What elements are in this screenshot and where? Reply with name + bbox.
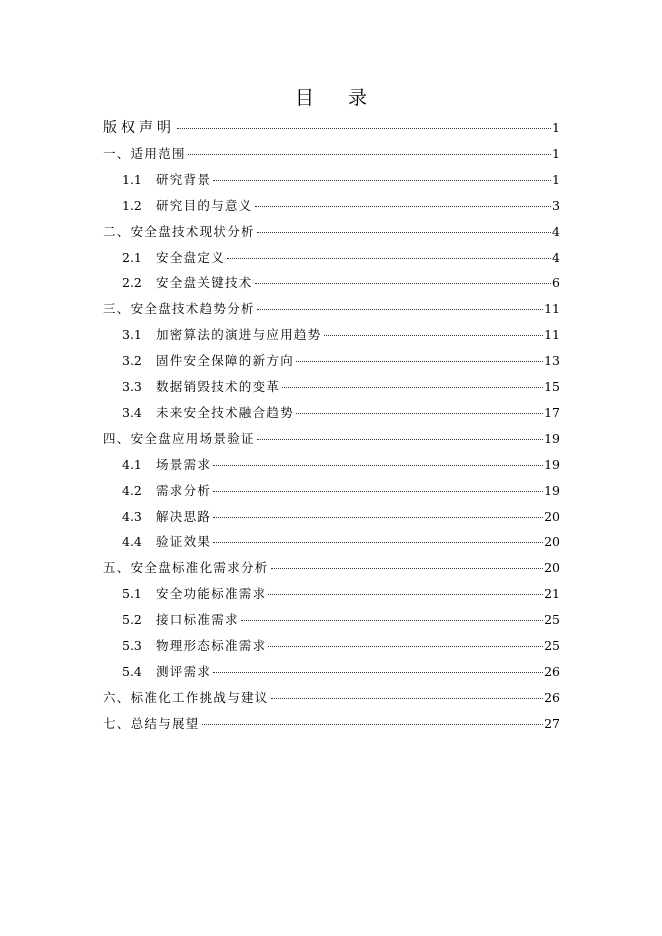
toc-entry-page-number: 20	[544, 560, 560, 576]
toc-entry-number: 2.2	[122, 275, 142, 291]
toc-entry-label: 安全盘关键技术	[156, 275, 253, 291]
toc-entry[interactable]	[103, 429, 560, 449]
toc-entry-number: 1.1	[122, 171, 142, 187]
toc-entry[interactable]	[122, 507, 560, 527]
toc-entry[interactable]	[103, 688, 560, 708]
toc-entry-number: 5.3	[122, 638, 142, 653]
toc-entry-page-number: 1	[552, 120, 560, 135]
toc-entry-label: 安全盘定义	[156, 249, 226, 265]
dot-leader	[268, 594, 543, 595]
toc-entry-page-number: 4	[552, 249, 560, 265]
toc-entry-label: 验证效果	[156, 534, 212, 550]
dot-leader	[202, 724, 543, 725]
toc-entry-page-number: 19	[544, 482, 560, 498]
toc-entry-page-number: 6	[552, 275, 560, 291]
toc-entry-page-number: 11	[544, 301, 560, 317]
toc-entry-label: 物理形态标准需求	[156, 638, 267, 653]
toc-entry-label: 研究目的与意义	[156, 197, 253, 213]
dot-leader	[271, 698, 543, 699]
toc-entry-number: 3.2	[122, 353, 142, 369]
toc-entry-number: 4.3	[122, 508, 142, 524]
dot-leader	[227, 258, 551, 259]
toc-entry-label: 固件安全保障的新方向	[156, 353, 295, 369]
toc-entry-page-number: 1	[552, 145, 560, 161]
dot-leader	[213, 180, 551, 181]
toc-entry-label: 五、安全盘标准化需求分析	[103, 560, 269, 576]
toc-entry[interactable]	[122, 351, 560, 371]
toc-entry-number: 4.4	[122, 534, 142, 550]
toc-entry-number: 3.4	[122, 404, 142, 420]
toc-entry-page-number: 20	[544, 534, 560, 550]
toc-entry[interactable]	[103, 118, 560, 138]
dot-leader	[177, 128, 551, 129]
toc-entry-page-number: 1	[552, 171, 560, 187]
toc-entry-number: 3.1	[122, 327, 142, 343]
toc-entry-number: 1.2	[122, 197, 142, 213]
dot-leader	[255, 283, 551, 284]
toc-entry-page-number: 20	[544, 508, 560, 524]
toc-entry-number: 4.1	[122, 456, 142, 472]
toc-entry-number: 3.3	[122, 379, 142, 394]
toc-entry[interactable]	[122, 662, 560, 682]
toc-entry[interactable]	[103, 558, 560, 578]
toc-entry[interactable]	[103, 714, 560, 734]
toc-entry-label: 场景需求	[156, 456, 212, 472]
toc-entry-label: 安全功能标准需求	[156, 586, 267, 602]
toc-entry-page-number: 27	[544, 715, 560, 731]
toc-entry-page-number: 3	[552, 197, 560, 213]
toc-entry[interactable]	[122, 248, 560, 268]
dot-leader	[213, 491, 543, 492]
toc-entry-page-number: 26	[544, 663, 560, 679]
toc-entry[interactable]	[122, 196, 560, 216]
toc-entry-page-number: 25	[544, 638, 560, 653]
dot-leader	[257, 309, 543, 310]
toc-entry-page-number: 11	[544, 327, 560, 343]
toc-entry-page-number: 25	[544, 612, 560, 628]
toc-entry[interactable]	[122, 481, 560, 501]
toc-entry-page-number: 17	[544, 404, 560, 420]
toc-entry-label: 解决思路	[156, 508, 212, 524]
toc-entry[interactable]	[122, 636, 560, 656]
toc-entry-number: 5.4	[122, 663, 142, 679]
dot-leader	[257, 232, 551, 233]
toc-entry-page-number: 15	[544, 379, 560, 394]
toc-entry[interactable]	[122, 325, 560, 345]
dot-leader	[296, 361, 543, 362]
dot-leader	[213, 517, 543, 518]
toc-entry-page-number: 13	[544, 353, 560, 369]
toc-entry-label: 版权声明	[103, 120, 175, 136]
toc-entry[interactable]	[103, 144, 560, 164]
toc-entry-number: 2.1	[122, 249, 142, 265]
toc-entry[interactable]	[122, 532, 560, 552]
toc-entry-label: 二、安全盘技术现状分析	[103, 223, 255, 239]
toc-entry-label: 七、总结与展望	[103, 715, 200, 731]
dot-leader	[257, 439, 543, 440]
dot-leader	[296, 413, 543, 414]
toc-entry[interactable]	[122, 170, 560, 190]
toc-entry[interactable]	[122, 273, 560, 293]
toc-entry-label: 未来安全技术融合趋势	[156, 404, 295, 420]
toc-entry-page-number: 21	[544, 586, 560, 602]
toc-entry-page-number: 19	[544, 430, 560, 446]
dot-leader	[268, 646, 543, 647]
toc-entry-number: 5.1	[122, 586, 142, 602]
toc-entry-number: 4.2	[122, 482, 142, 498]
toc-entry-label: 六、标准化工作挑战与建议	[103, 689, 269, 705]
toc-entry-number: 5.2	[122, 612, 142, 628]
toc-entry-label: 加密算法的演进与应用趋势	[156, 327, 322, 343]
dot-leader	[324, 335, 543, 336]
toc-entry-page-number: 26	[544, 689, 560, 705]
dot-leader	[213, 672, 543, 673]
dot-leader	[282, 387, 543, 388]
toc-entry-label: 研究背景	[156, 171, 212, 187]
toc-entry-label: 需求分析	[156, 482, 212, 498]
dot-leader	[241, 620, 543, 621]
toc-entry-label: 接口标准需求	[156, 612, 239, 628]
toc-entry-page-number: 19	[544, 456, 560, 472]
toc-entry-label: 数据销毁技术的变革	[156, 379, 281, 394]
toc-entry[interactable]	[122, 455, 560, 475]
dot-leader	[255, 206, 551, 207]
dot-leader	[213, 542, 543, 543]
dot-leader	[213, 465, 543, 466]
page-title: 目 录	[294, 87, 382, 109]
toc-entry[interactable]	[122, 610, 560, 630]
toc-entry[interactable]	[122, 377, 560, 397]
toc-entry-label: 一、适用范围	[103, 145, 186, 161]
dot-leader	[271, 568, 543, 569]
toc-entry[interactable]	[103, 299, 560, 319]
toc-entry[interactable]	[122, 584, 560, 604]
toc-entry-label: 四、安全盘应用场景验证	[103, 430, 255, 446]
toc-entry[interactable]	[122, 403, 560, 423]
toc-entry-label: 测评需求	[156, 663, 212, 679]
toc-entry-page-number: 4	[552, 223, 560, 239]
dot-leader	[188, 154, 551, 155]
toc-entry-label: 三、安全盘技术趋势分析	[103, 301, 255, 317]
toc-entry[interactable]	[103, 222, 560, 242]
